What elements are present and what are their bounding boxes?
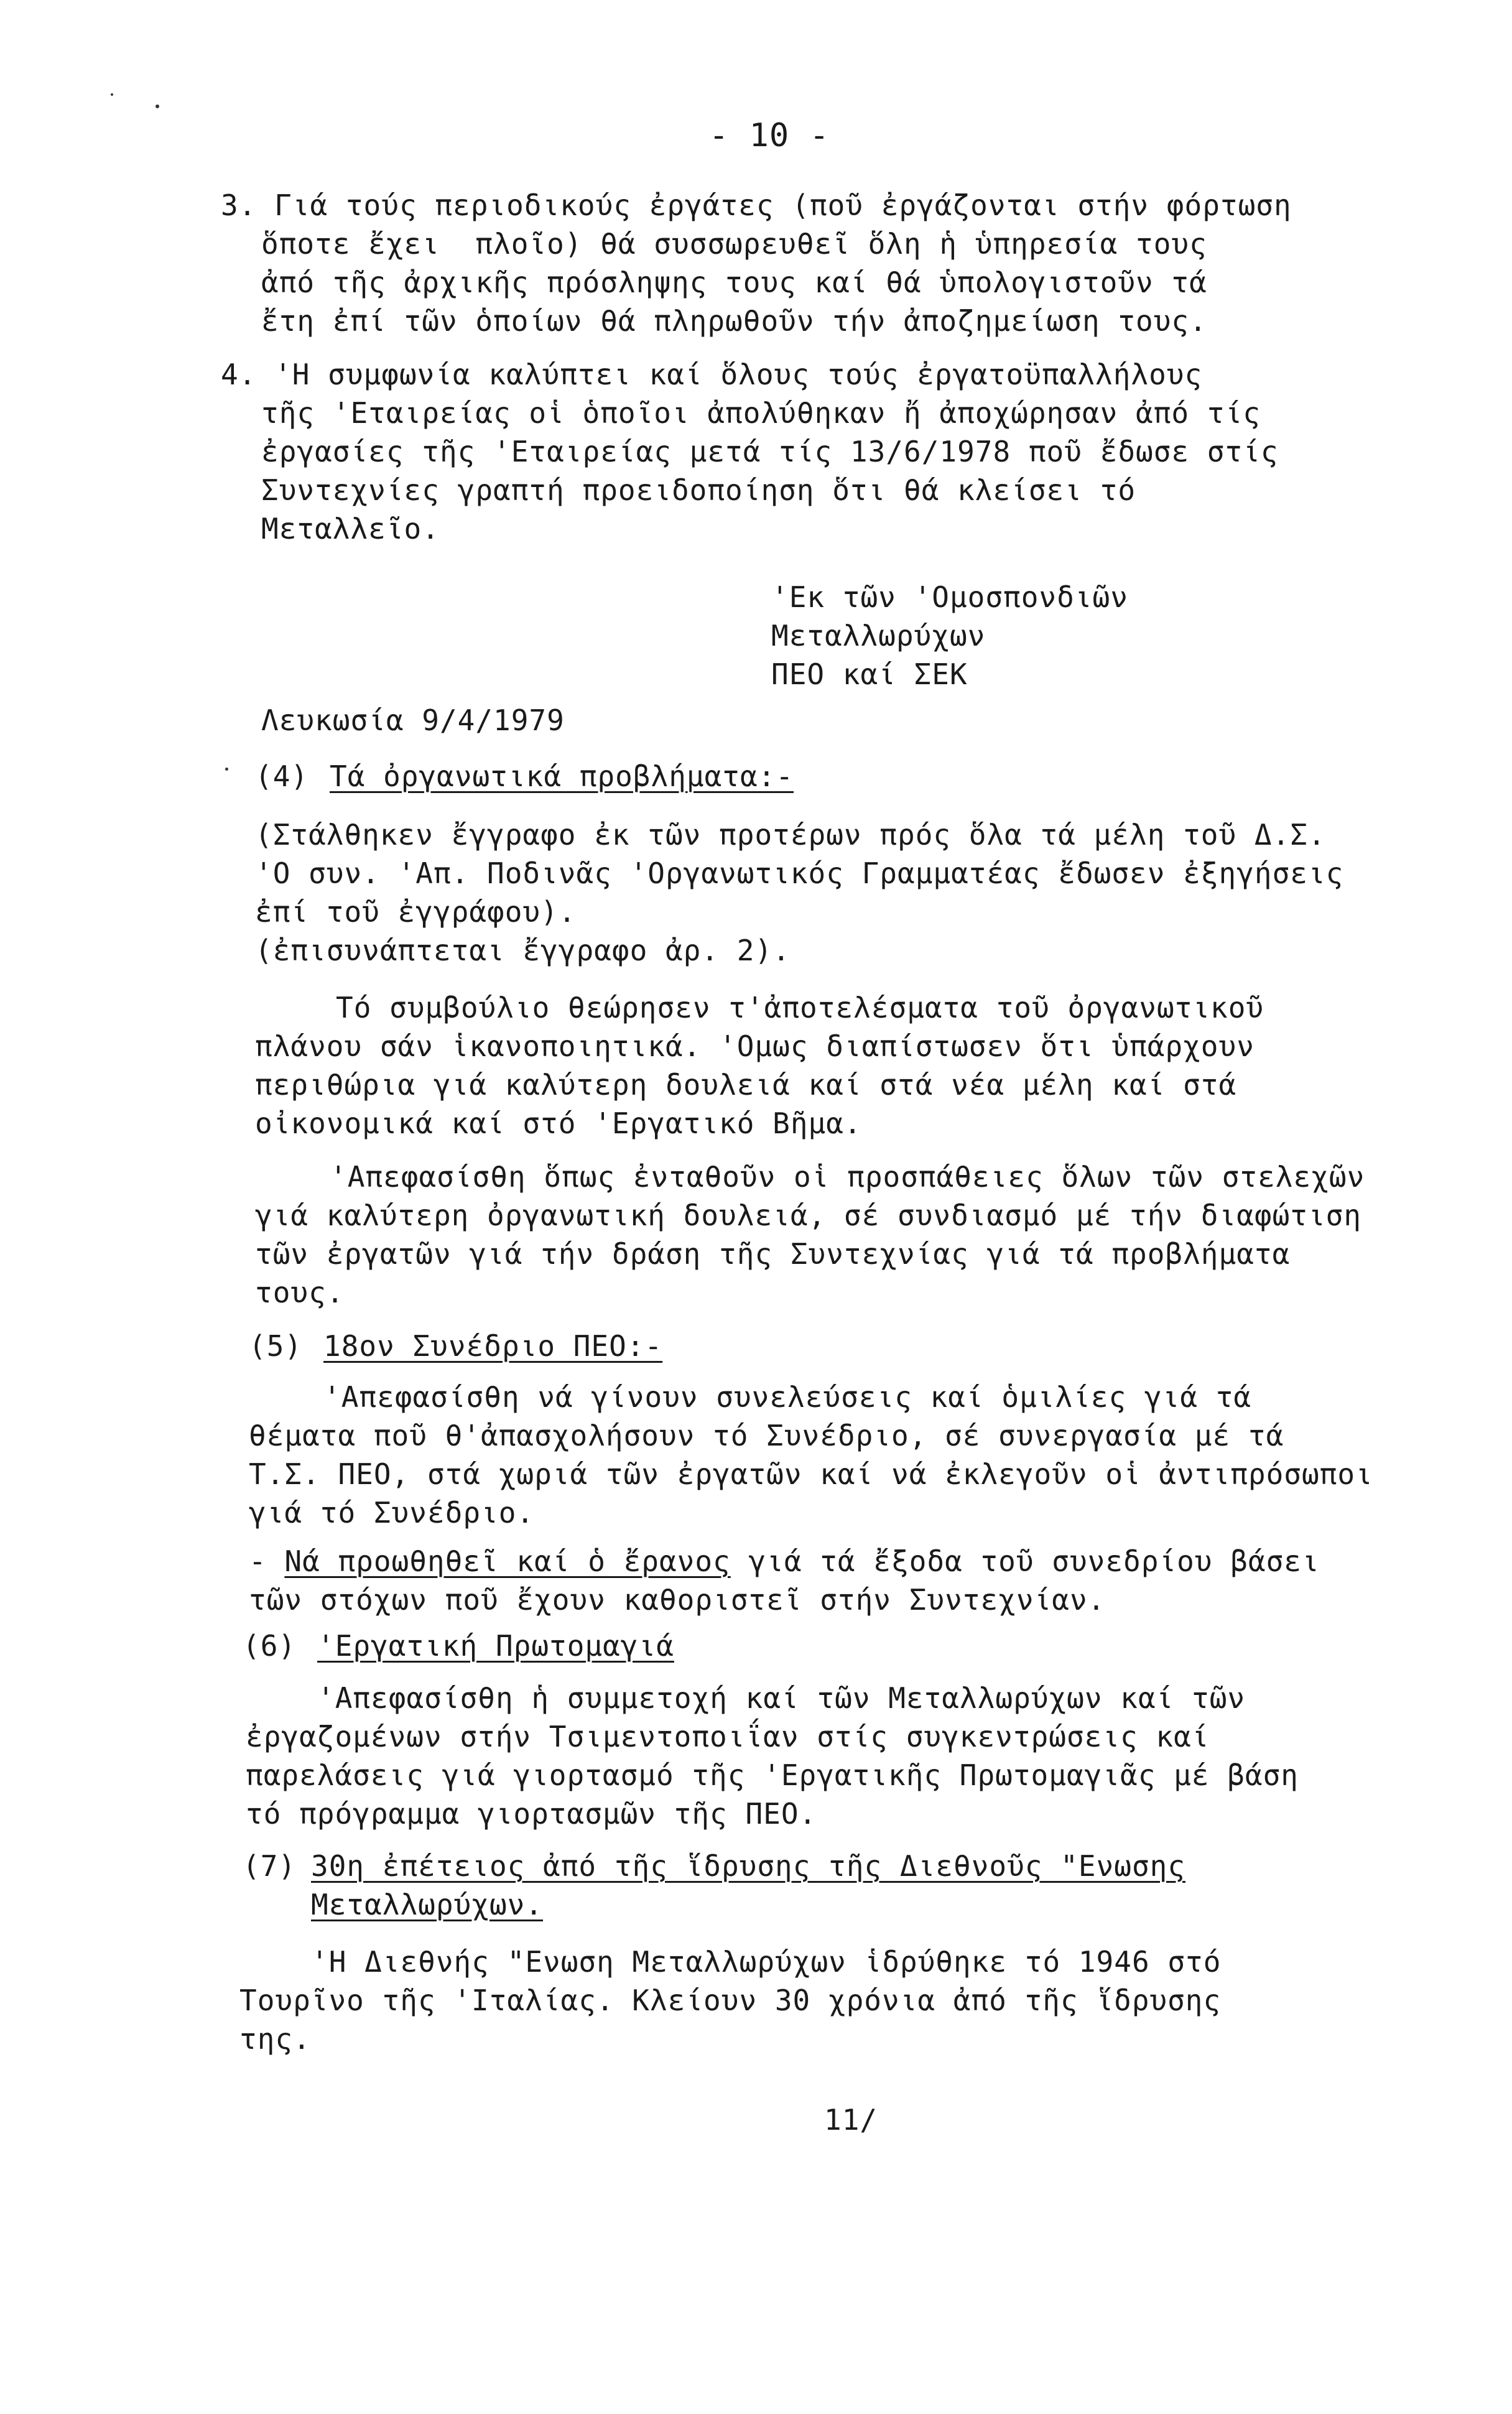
section-4-para2-line: τῶν ἐργατῶν γιά τήν δράση τῆς Συντεχνίας γιά τά προβλήματα xyxy=(255,1237,1291,1271)
scan-speck xyxy=(225,768,228,771)
section-4-para1-line: περιθώρια γιά καλύτερη δουλειά καί στά νέα μέλη καί στά xyxy=(255,1068,1237,1102)
item-4-line: Μεταλλεῖο. xyxy=(261,512,440,545)
signature-line: ΠΕΟ καί ΣΕΚ xyxy=(771,657,968,691)
page-number: - 10 - xyxy=(709,117,830,154)
place-date: Λευκωσία 9/4/1979 xyxy=(261,703,565,737)
section-6-para-line: παρελάσεις γιά γιορτασμό τῆς 'Εργατικῆς Πρωτομαγιᾶς μέ βάση xyxy=(246,1758,1299,1792)
signature-line: Μεταλλωρύχων xyxy=(771,619,986,652)
bullet-text: γιά τά ἔξοδα τοῦ συνεδρίου βάσει xyxy=(730,1544,1320,1578)
item-4-line: ἐργασίες τῆς 'Εταιρείας μετά τίς 13/6/1978 ποῦ ἔδωσε στίς xyxy=(261,435,1279,468)
section-7-para-line: Τουρῖνο τῆς 'Ιταλίας. Κλείουν 30 χρόνια ἀπό τῆς ἵδρυσης xyxy=(239,1984,1222,2017)
item-4-line: Συντεχνίες γραπτή προειδοποίηση ὅτι θά κλείσει τό xyxy=(261,473,1136,507)
section-4-para1-line: Τό συμβούλιο θεώρησεν τ'ἀποτελέσματα τοῦ ὀργανωτικοῦ xyxy=(336,991,1264,1024)
section-4-para2-line: 'Απεφασίσθη ὅπως ἐνταθοῦν οἱ προσπάθειες ὅλων τῶν στελεχῶν xyxy=(330,1160,1365,1194)
bullet-dash: - xyxy=(249,1544,285,1578)
section-5-para-line: 'Απεφασίσθη νά γίνουν συνελεύσεις καί ὁμιλίες γιά τά xyxy=(323,1380,1252,1414)
section-heading: 'Εργατική Πρωτομαγιά xyxy=(317,1629,674,1663)
section-4-para2-line: τους. xyxy=(255,1276,345,1309)
section-7-para-line: της. xyxy=(239,2022,311,2056)
section-number: (4) xyxy=(255,759,309,793)
section-4-intro-line: 'Ο συν. 'Απ. Ποδινᾶς 'Οργανωτικός Γραμματέας ἔδωσεν ἐξηγήσεις xyxy=(255,857,1344,890)
item-4-line: 4. 'Η συμφωνία καλύπτει καί ὅλους τούς ἐργατοϋπαλλήλους xyxy=(221,358,1203,391)
section-5-para-line: θέματα ποῦ θ'ἀπασχολήσουν τό Συνέδριο, σέ συνεργασία μέ τά xyxy=(249,1419,1284,1452)
section-5-bullet xyxy=(249,1543,1320,1580)
item-3-line: ἀπό τῆς ἀρχικῆς πρόσληψης τους καί θά ὑπολογιστοῦν τά xyxy=(261,266,1207,299)
section-6-para-line: 'Απεφασίσθη ἡ συμμετοχή καί τῶν Μεταλλωρύχων καί τῶν xyxy=(317,1681,1246,1715)
item-3-line: ἔτη ἐπί τῶν ὁποίων θά πληρωθοῦν τήν ἀποζημείωση τους. xyxy=(261,304,1207,338)
section-number: (7) xyxy=(243,1849,297,1883)
item-3-line: ὅποτε ἔχει πλοῖο) θά συσσωρευθεῖ ὅλη ἡ ὑπηρεσία τους xyxy=(261,227,1207,261)
section-5-bullet-line2: τῶν στόχων ποῦ ἔχουν καθοριστεῖ στήν Συντεχνίαν. xyxy=(249,1583,1106,1617)
section-heading-continued: Μεταλλωρύχων. xyxy=(311,1888,544,1921)
signature-line: 'Εκ τῶν 'Ομοσπονδιῶν xyxy=(771,580,1128,614)
bullet-underlined-text: Νά προωθηθεῖ καί ὁ ἔρανος xyxy=(284,1544,731,1578)
section-6-para-line: ἐργαζομένων στήν Τσιμεντοποιΐαν στίς συγκεντρώσεις καί xyxy=(246,1720,1210,1753)
scan-speck xyxy=(111,93,113,96)
item-3-line: 3. Γιά τούς περιοδικούς ἐργάτες (ποῦ ἐργάζονται στήν φόρτωση xyxy=(221,188,1292,222)
section-7-para-line: 'Η Διεθνής "Ενωση Μεταλλωρύχων ἱδρύθηκε τό 1946 στό xyxy=(311,1945,1222,1979)
section-6-para-line: τό πρόγραμμα γιορτασμῶν τῆς ΠΕΟ. xyxy=(246,1797,817,1831)
section-heading: 30η ἐπέτειος ἀπό τῆς ἵδρυσης τῆς Διεθνοῦς "Ενωσης xyxy=(311,1849,1186,1883)
section-4-intro-line: (Στάλθηκεν ἔγγραφο ἐκ τῶν προτέρων πρός ὅλα τά μέλη τοῦ Δ.Σ. xyxy=(255,818,1326,852)
section-heading: 18ον Συνέδριο ΠΕΟ:- xyxy=(323,1329,663,1363)
scan-speck xyxy=(155,104,159,108)
section-4-intro-line: (ἐπισυνάπτεται ἔγγραφο ἀρ. 2). xyxy=(255,934,791,967)
section-number: (5) xyxy=(249,1329,303,1363)
section-5-para-line: γιά τό Συνέδριο. xyxy=(249,1496,535,1530)
section-4-intro-line: ἐπί τοῦ ἐγγράφου). xyxy=(255,895,577,929)
item-4-line: τῆς 'Εταιρείας οἱ ὁποῖοι ἀπολύθηκαν ἤ ἀποχώρησαν ἀπό τίς xyxy=(261,396,1261,430)
continuation-marker: 11/ xyxy=(824,2103,878,2137)
section-number: (6) xyxy=(243,1629,297,1663)
section-heading: Τά ὀργανωτικά προβλήματα:- xyxy=(330,759,794,793)
section-4-para1-line: οἰκονομικά καί στό 'Εργατικό Βῆμα. xyxy=(255,1107,862,1140)
section-5-para-line: Τ.Σ. ΠΕΟ, στά χωριά τῶν ἐργατῶν καί νά ἐκλεγοῦν οἱ ἀντιπρόσωποι xyxy=(249,1457,1373,1491)
section-4-para1-line: πλάνου σάν ἱκανοποιητικά. 'Ομως διαπίστωσεν ὅτι ὑπάρχουν xyxy=(255,1029,1255,1063)
section-4-para2-line: γιά καλύτερη ὀργανωτική δουλειά, σέ συνδιασμό μέ τήν διαφώτιση xyxy=(255,1199,1362,1232)
